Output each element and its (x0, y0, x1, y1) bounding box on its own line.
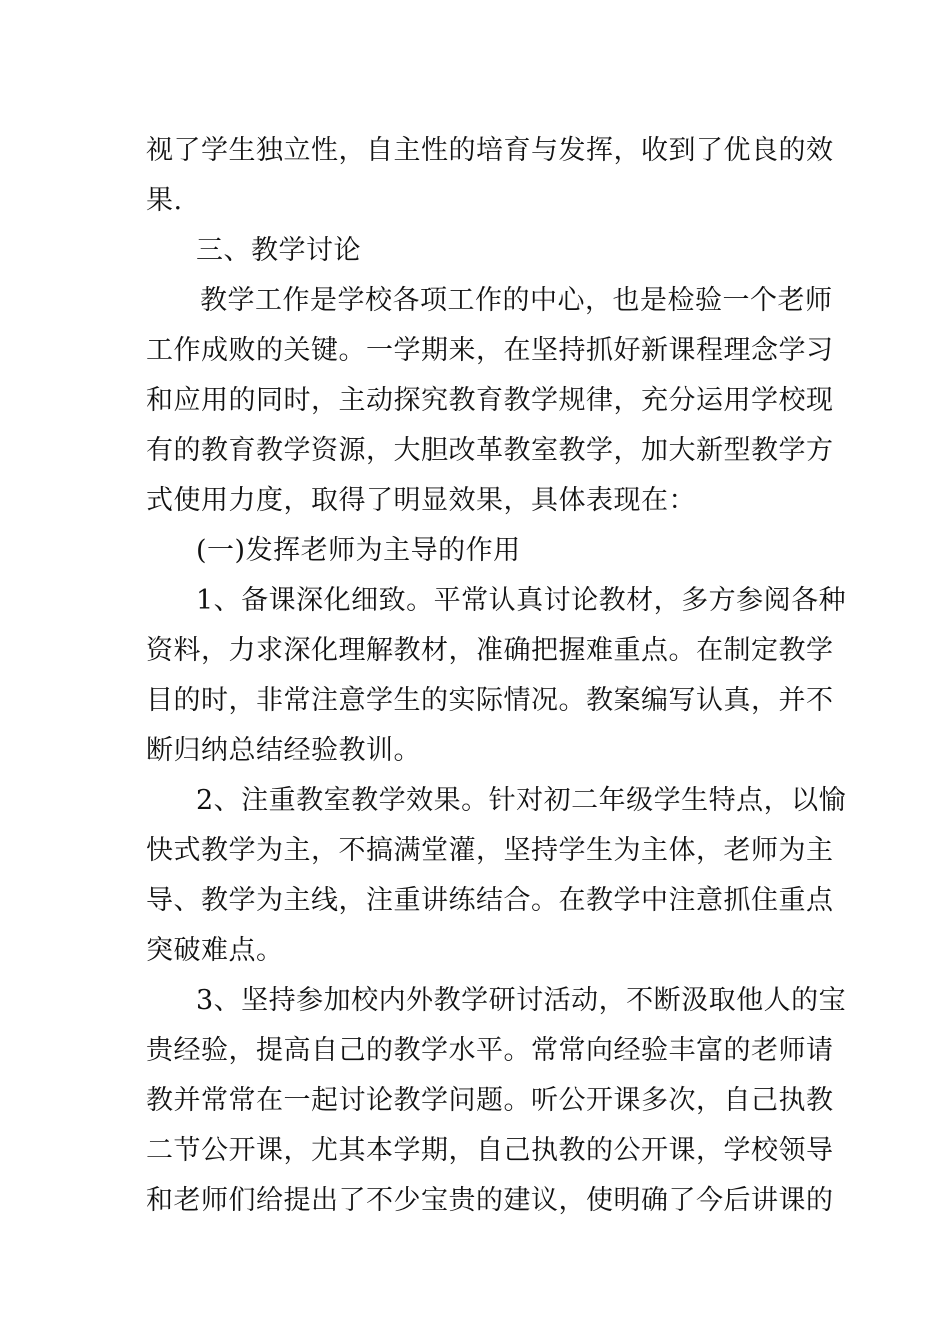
text-line: 和应用的同时，主动探究教育教学规律，充分运用学校现 (146, 385, 834, 416)
section-heading: 三、教学讨论 (196, 235, 361, 266)
text-line: 目的时，非常注意学生的实际情况。教案编写认真，并不 (146, 685, 834, 716)
text-line: 资料，力求深化理解教材，准确把握难重点。在制定教学 (146, 635, 834, 666)
text-line: 突破难点。 (146, 935, 284, 966)
text-line: 导、教学为主线，注重讲练结合。在教学中注意抓住重点 (146, 885, 834, 916)
text-line: 贵经验，提高自己的教学水平。常常向经验丰富的老师请 (146, 1035, 834, 1066)
text-line: 果. (146, 185, 183, 216)
text-line: 快式教学为主，不搞满堂灌，坚持学生为主体，老师为主 (146, 835, 834, 866)
paragraph-first-line: 2、注重教室教学效果。针对初二年级学生特点，以愉 (196, 785, 847, 816)
text-line: 工作成败的关键。一学期来，在坚持抓好新课程理念学习 (146, 335, 834, 366)
paragraph-first-line: 1、备课深化细致。平常认真讨论教材，多方参阅各种 (196, 585, 847, 616)
text-line: 断归纳总结经验教训。 (146, 735, 421, 766)
text-line: 二节公开课，尤其本学期，自己执教的公开课，学校领导 (146, 1135, 834, 1166)
text-line: 有的教育教学资源，大胆改革教室教学，加大新型教学方 (146, 435, 834, 466)
paragraph-first-line: 3、坚持参加校内外教学研讨活动，不断汲取他人的宝 (196, 985, 847, 1016)
text-line: 教并常常在一起讨论教学问题。听公开课多次，自己执教 (146, 1085, 834, 1116)
subsection-heading: (一)发挥老师为主导的作用 (196, 535, 521, 566)
paragraph-first-line: 教学工作是学校各项工作的中心，也是检验一个老师 (200, 285, 833, 316)
text-line: 视了学生独立性，自主性的培育与发挥，收到了优良的效 (146, 135, 834, 166)
text-line: 式使用力度，取得了明显效果，具体表现在： (146, 485, 696, 516)
text-line: 和老师们给提出了不少宝贵的建议，使明确了今后讲课的 (146, 1185, 834, 1216)
